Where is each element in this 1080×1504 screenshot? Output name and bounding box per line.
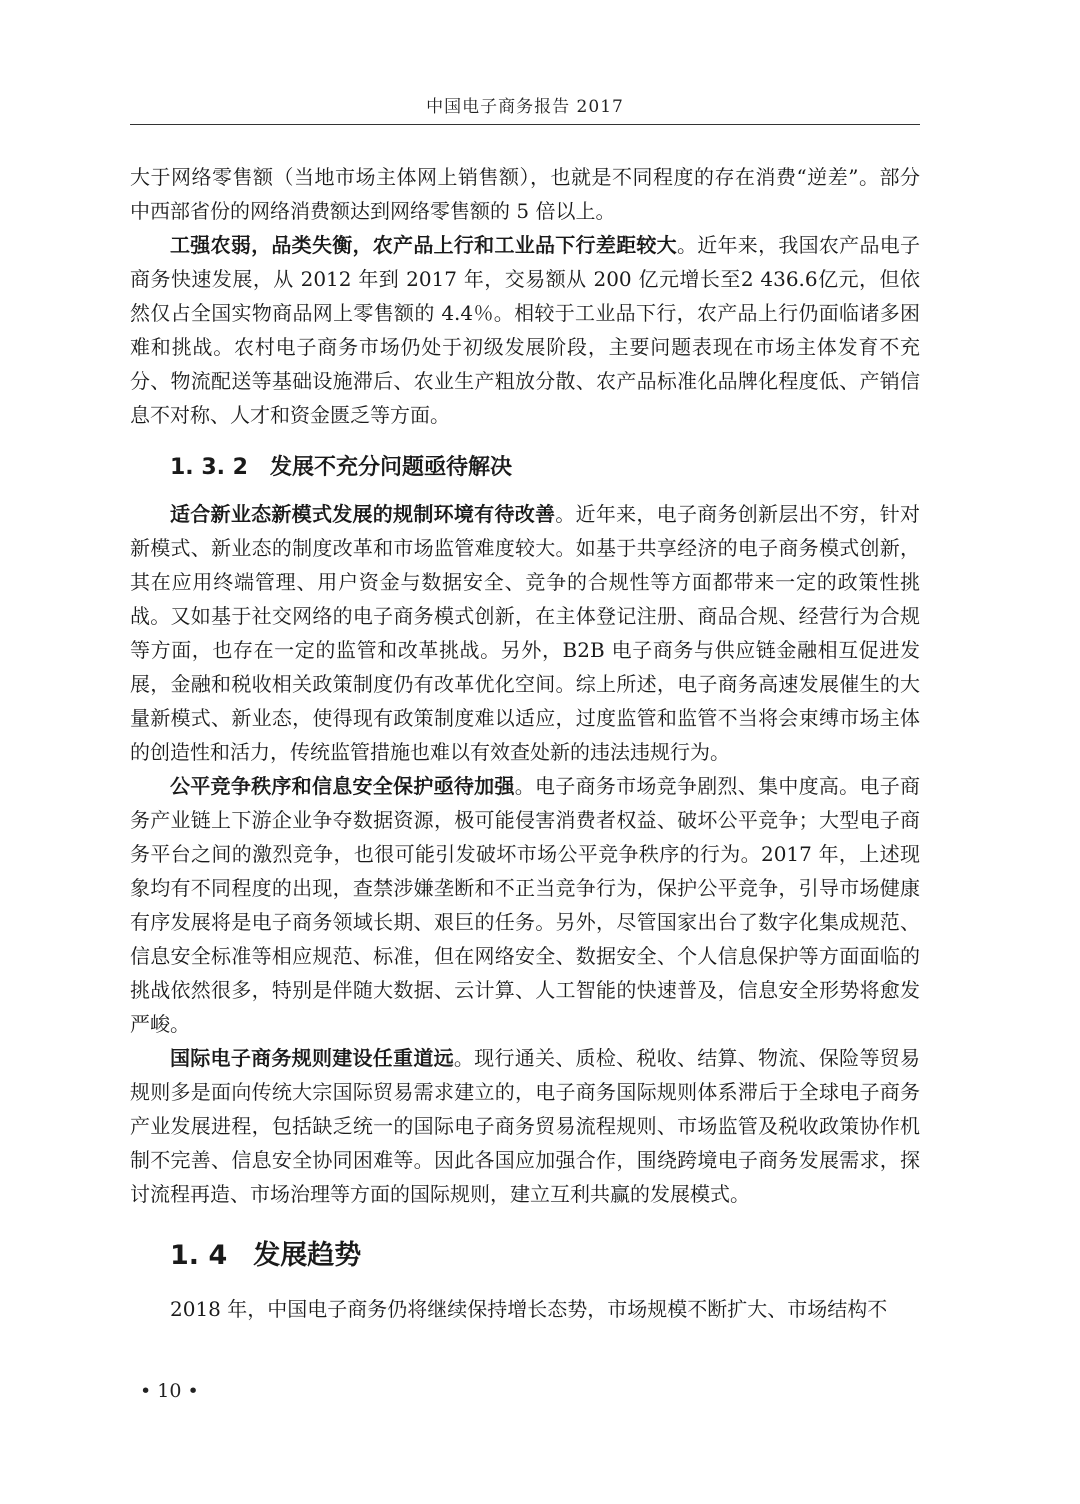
- running-header: 中国电子商务报告 2017: [426, 97, 624, 117]
- paragraph-text: 。现行通关、质检、税收、结算、物流、保险等贸易规则多是面向传统大宗国际贸易需求建立的，电子商务国际规则体系滞后于全球电子商务产业发展进程，包括缺乏统一的国际电子商务贸易流程规则、市场监管及税收政策协作机制不完善、信息安全协同困难等。因此各国应加强合作，围绕跨境电子商务发展需求，探讨流程再造、市场治理等方面的国际规则，建立互利共赢的发展模式。: [130, 1046, 921, 1206]
- section-heading-1-3-2: [170, 450, 920, 481]
- section-title: 发展趋势: [253, 1240, 362, 1271]
- paragraph-text: 。近年来，电子商务创新层出不穷，针对新模式、新业态的制度改革和市场监管难度较大。如基于共享经济的电子商务模式创新，其在应用终端管理、用户资金与数据安全、竞争的合规性等方面都带来一定的政策性挑战。又如基于社交网络的电子商务模式创新，在主体登记注册、商品合规、经营行为合规等方面，也存在一定的监管和改革挑战。另外，B2B 电子商务与供应链金融相互促进发展，金融和税收相关政策制度仍有改革优化空间。综上所述，电子商务高速发展催生的大量新模式、新业态，使得现有政策制度难以适应，过度监管和监管不当将会束缚市场主体的创造性和活力，传统监管措施也难以有效查处新的违法违规行为。: [130, 502, 921, 764]
- section-number: 1. 4: [170, 1240, 228, 1271]
- header-rule: [130, 124, 920, 125]
- paragraph-lead: 国际电子商务规则建设任重道远: [170, 1046, 454, 1070]
- paragraph: [130, 1292, 920, 1326]
- section-number: 1. 3. 2: [170, 455, 248, 480]
- section-heading-1-4: [170, 1233, 920, 1272]
- section-title: 发展不充分问题亟待解决: [269, 455, 512, 480]
- paragraph-text: 2018 年，中国电子商务仍将继续保持增长态势，市场规模不断扩大、市场结构不: [170, 1297, 888, 1321]
- paragraph: [130, 160, 920, 228]
- paragraph-text: 大于网络零售额（当地市场主体网上销售额），也就是不同程度的存在消费“逆差”。部分中西部省份的网络消费额达到网络零售额的 5 倍以上。: [130, 165, 920, 223]
- paragraph-text: 。电子商务市场竞争剧烈、集中度高。电子商务产业链上下游企业争夺数据资源，极可能侵害消费者权益、破坏公平竞争；大型电子商务平台之间的激烈竞争，也很可能引发破坏市场公平竞争秩序的行为。2017 年，上述现象均有不同程度的出现，查禁涉嫌垄断和不正当竞争行为，保护公平竞争，引导市场健康有序发展将是电子商务领域长期、艰巨的任务。另外，尽管国家出台了数字化集成规范、信息安全标准等相应规范、标准，但在网络安全、数据安全、个人信息保护等方面面临的挑战依然很多，特别是伴随大数据、云计算、人工智能的快速普及，信息安全形势将愈发严峻。: [130, 774, 921, 1036]
- page-body: [130, 160, 920, 1326]
- paragraph-lead: 工强农弱，品类失衡，农产品上行和工业品下行差距较大: [170, 233, 677, 257]
- paragraph-lead: 适合新业态新模式发展的规制环境有待改善: [170, 502, 556, 526]
- paragraph: [130, 228, 920, 432]
- paragraph: [130, 497, 920, 769]
- page-number: • 10 •: [140, 1380, 199, 1402]
- paragraph-lead: 公平竞争秩序和信息安全保护亟待加强: [170, 774, 515, 798]
- paragraph: [130, 1041, 920, 1211]
- paragraph: [130, 769, 920, 1041]
- paragraph-text: 。近年来，我国农产品电子商务快速发展，从 2012 年到 2017 年，交易额从 200 亿元增长至2 436.6亿元，但依然仅占全国实物商品网上零售额的 4.4％。相较于工业品下行，农产品上行仍面临诸多困难和挑战。农村电子商务市场仍处于初级发展阶段，主要问题表现在市场主体发育不充分、物流配送等基础设施滞后、农业生产粗放分散、农产品标准化品牌化程度低、产销信息不对称、人才和资金匮乏等方面。: [130, 233, 921, 427]
